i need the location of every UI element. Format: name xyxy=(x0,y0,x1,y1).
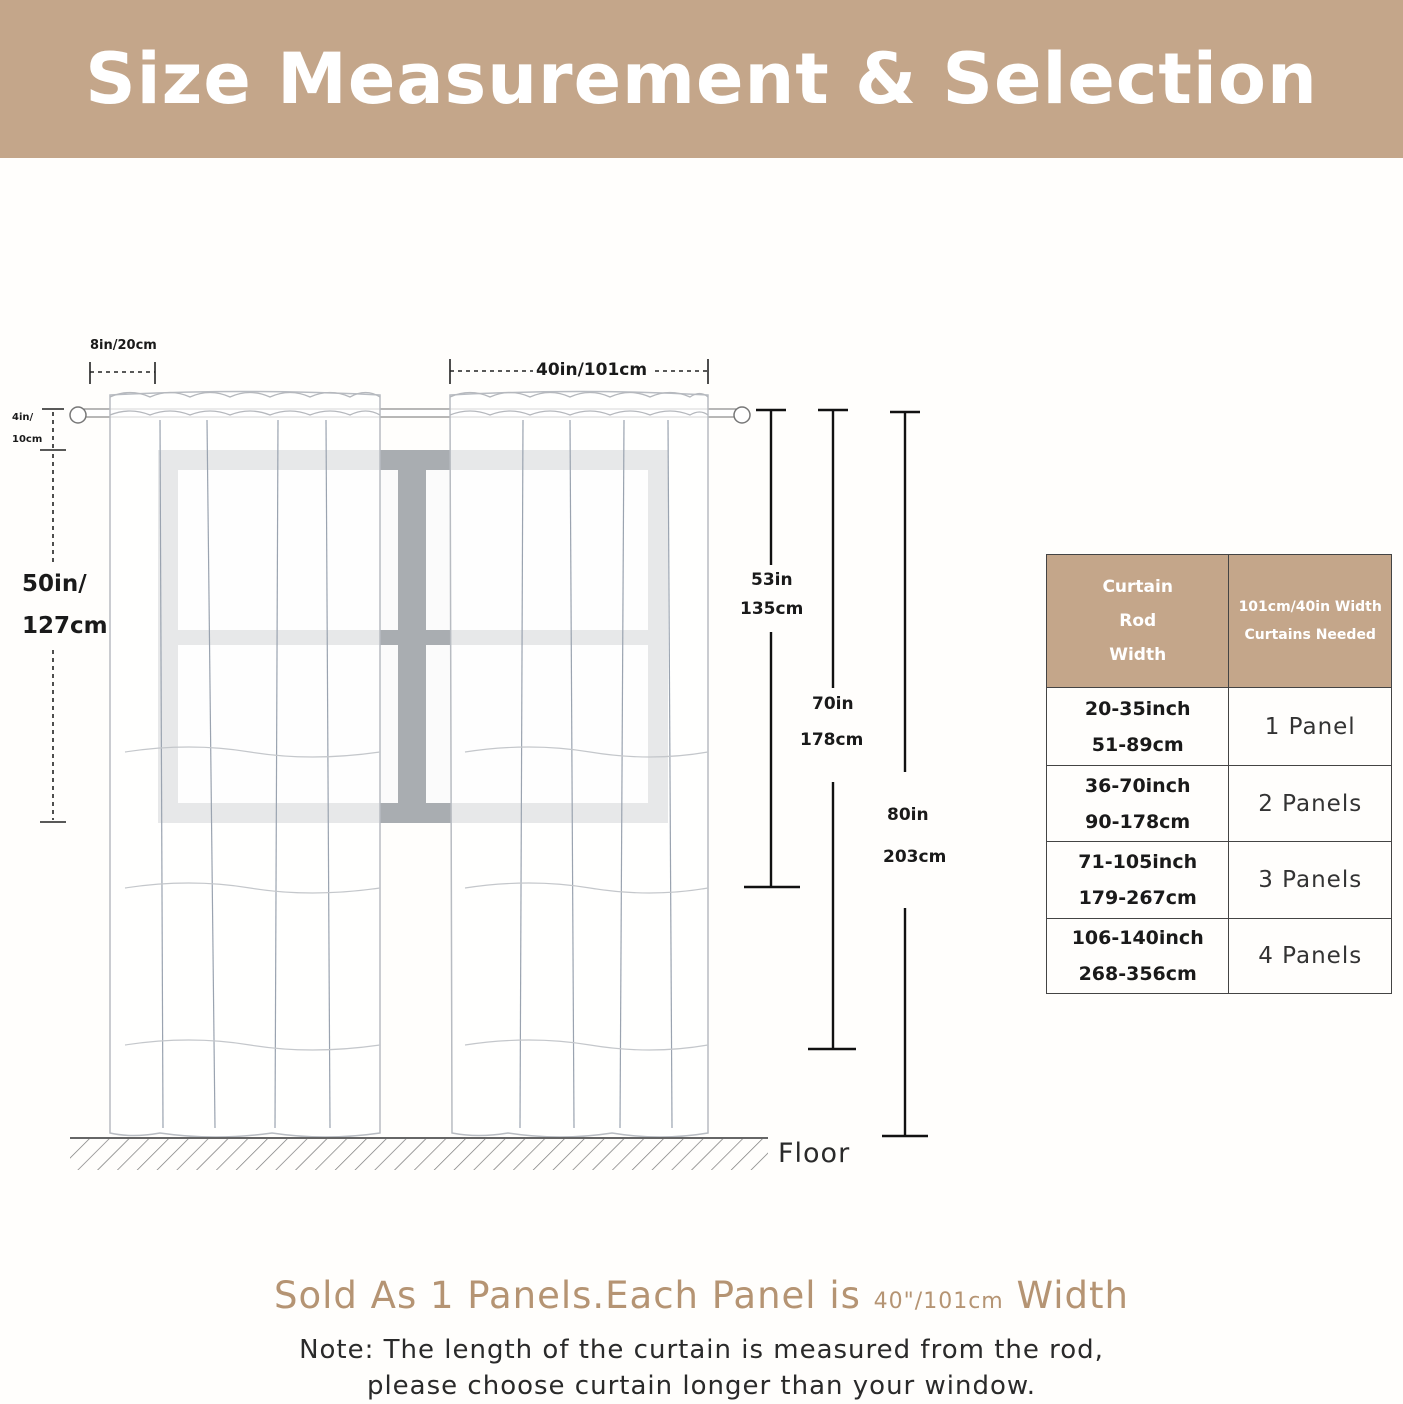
length-53in-label: 53in xyxy=(751,570,793,590)
size-table xyxy=(1046,554,1392,994)
floor-label: Floor xyxy=(778,1138,851,1169)
header-width-label: 8in/20cm xyxy=(90,338,157,353)
size-table-header xyxy=(1047,555,1392,688)
length-70in-label: 70in xyxy=(812,694,854,714)
rod-gap-label-line2: 10cm xyxy=(12,434,43,445)
header-curtains-needed: 101cm/40in Width Curtains Needed xyxy=(1229,555,1392,688)
panels-needed-cell: 2 Panels xyxy=(1229,766,1392,842)
table-row xyxy=(1047,688,1392,766)
rod-width-cell: 71-105inch 179-267cm xyxy=(1047,842,1229,919)
rod-width-cell: 36-70inch 90-178cm xyxy=(1047,766,1229,842)
note-line-1: Note: The length of the curtain is measured from the rod, xyxy=(299,1335,1104,1365)
panels-needed-cell: 1 Panel xyxy=(1229,688,1392,766)
rod-width-cell: 106-140inch 268-356cm xyxy=(1047,919,1229,994)
sold-as-text xyxy=(0,1274,1403,1317)
table-row xyxy=(1047,842,1392,919)
rod-width-cell: 20-35inch 51-89cm xyxy=(1047,688,1229,766)
window-height-label-line2: 127cm xyxy=(22,613,108,639)
window-height-label-line1: 50in/ xyxy=(22,571,87,597)
length-80in-label: 80in xyxy=(887,805,929,825)
sold-size: 40"/101cm xyxy=(873,1289,1004,1314)
length-80in-dimension xyxy=(882,412,928,1136)
length-178cm-label: 178cm xyxy=(800,730,864,750)
header-width-dimension xyxy=(90,362,155,384)
panel-width-label: 40in/101cm xyxy=(536,360,648,380)
table-row xyxy=(1047,919,1392,994)
curtain-panel-right xyxy=(450,392,708,1138)
measurement-note xyxy=(0,1332,1403,1404)
rod-gap-label-line1: 4in/ xyxy=(12,412,34,423)
panels-needed-cell: 4 Panels xyxy=(1229,919,1392,994)
curtain-panel-left xyxy=(110,392,380,1138)
length-53in-dimension xyxy=(744,410,800,887)
panels-needed-cell: 3 Panels xyxy=(1229,842,1392,919)
note-line-2: please choose curtain longer than your window. xyxy=(366,1371,1037,1401)
length-135cm-label: 135cm xyxy=(740,599,804,619)
length-203cm-label: 203cm xyxy=(883,847,947,867)
page-title: Size Measurement & Selection xyxy=(85,38,1318,120)
table-row xyxy=(1047,766,1392,842)
header-rod-width: Curtain Rod Width xyxy=(1047,555,1229,688)
sold-suffix: Width xyxy=(1016,1274,1129,1317)
floor xyxy=(70,1138,768,1170)
sold-text: Sold As 1 Panels.Each Panel is xyxy=(274,1274,861,1317)
